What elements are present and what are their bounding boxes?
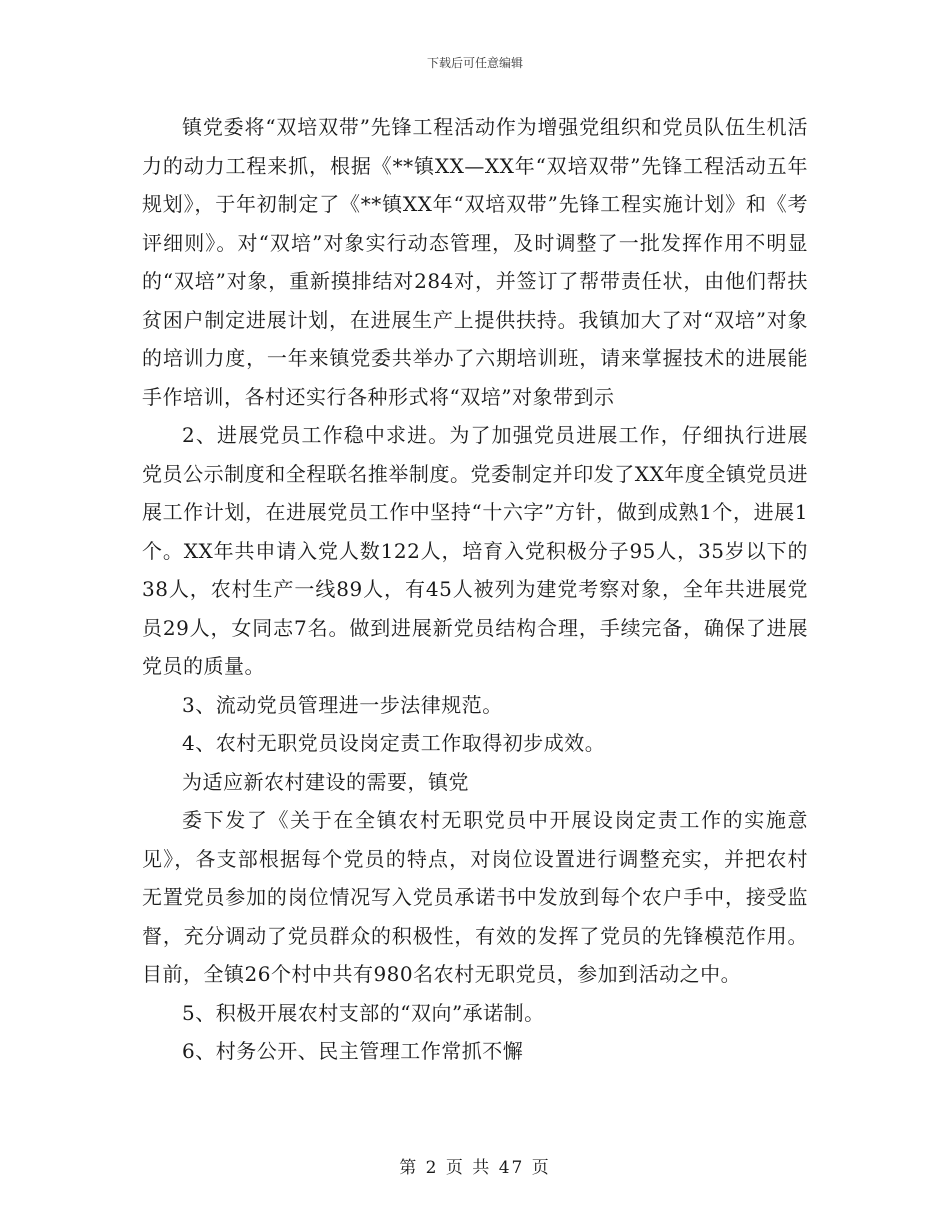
document-body: [142, 108, 808, 1071]
paragraph-6: 委下发了《关于在全镇农村无职党员中开展设岗定责工作的实施意见》，各支部根据每个党员的特点，对岗位设置进行调整充实，并把农村无置党员参加的岗位情况写入党员承诺书中发放到每个农户手中，接受监督，充分调动了党员群众的积极性，有效的发挥了党员的先锋模范作用。目前，全镇26个村中共有980名农村无职党员，参加到活动之中。: [142, 808, 808, 986]
page-header: 下载后可任意编辑: [426, 56, 523, 70]
page-footer: 第 2 页 共 47 页: [399, 1158, 551, 1178]
paragraph-8: 6、村务公开、民主管理工作常抓不懈: [182, 1039, 524, 1063]
paragraph-2: 2、进展党员工作稳中求进。为了加强党员进展工作，仔细执行进展党员公示制度和全程联名推举制度。党委制定并印发了XX年度全镇党员进展工作计划，在进展党员工作中坚持“十六字”方针，做到成熟1个，进展1个。XX年共申请入党人数122人，培育入党积极分子95人，35岁以下的38人，农村生产一线89人，有45人被列为建党考察对象，全年共进展党员29人，女同志7名。做到进展新党员结构合理，手续完备，确保了进展党员的质量。: [142, 423, 808, 678]
paragraph-1: 镇党委将“双培双带”先锋工程活动作为增强党组织和党员队伍生机活力的动力工程来抓，根据《**镇XX—XX年“双培双带”先锋工程活动五年规划》，于年初制定了《**镇XX年“双培双带”先锋工程实施计划》和《考评细则》。对“双培”对象实行动态管理，及时调整了一批发挥作用不明显的“双培”对象，重新摸排结对284对，并签订了帮带责任状，由他们帮扶贫困户制定进展计划，在进展生产上提供扶持。我镇加大了对“双培”对象的培训力度，一年来镇党委共举办了六期培训班，请来掌握技术的进展能手作培训，各村还实行各种形式将“双培”对象带到示: [142, 115, 808, 409]
paragraph-5: 为适应新农村建设的需要，镇党: [182, 769, 469, 794]
paragraph-7: 5、积极开展农村支部的“双向”承诺制。: [182, 1000, 545, 1025]
paragraph-3: 3、流动党员管理进一步法律规范。: [182, 692, 503, 717]
paragraph-4: 4、农村无职党员设岗定责工作取得初步成效。: [182, 731, 606, 755]
